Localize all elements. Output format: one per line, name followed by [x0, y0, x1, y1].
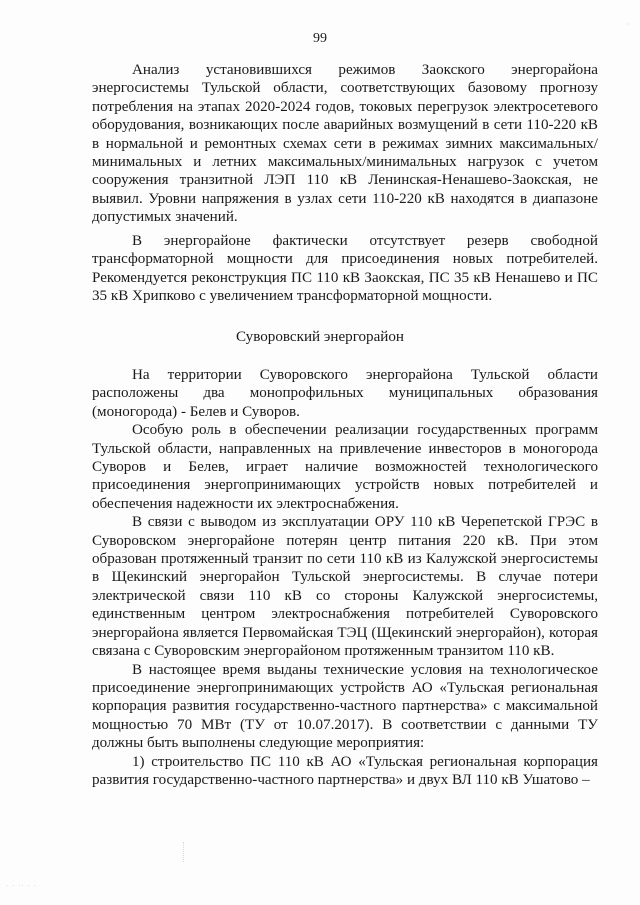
paragraph-state-programs: Особую роль в обеспечении реализации государственных программ Тульской области, направленных на привлечение инвесторов в моногорода Суворов и Белев, играет наличие возможностей технологического присоединения энергопринимающих устройств новых потребителей и обеспечения надежности их электроснабжения. [92, 422, 598, 512]
page-number: 99 [313, 31, 327, 46]
section-heading: Суворовский энергорайон [235, 329, 404, 345]
scan-artifact [183, 842, 187, 862]
suvorov-text-block [92, 366, 598, 789]
paragraph-measure-1: 1) строительство ПС 110 кВ АО «Тульская региональная корпорация развития государственно-частного партнерства» и двух ВЛ 110 кВ Ушатово – [92, 753, 598, 788]
intro-text-block [92, 61, 598, 227]
paragraph-zaoksky-reserve: В энергорайоне фактически отсутствует резерв свободной трансформаторной мощности для присоединения новых потребителей. Рекомендуется реконструкция ПС 110 кВ Заокская, ПС 35 кВ Ненашево и ПС 35 кВ Хрипково с увеличением трансформаторной мощности. [92, 233, 598, 305]
paragraph-cherepet-transit: В связи с выводом из эксплуатации ОРУ 110 кВ Черепетской ГРЭС в Суворовском энергорайоне потерян центр питания 220 кВ. При этом образован протяженный транзит по сети 110 кВ из Калужской энергосистемы в Щекинский энергорайон Тульской энергосистемы. В случае потери электрической связи 110 кВ со стороны Калужской энергосистемы, единственным центром электроснабжения потребителей Суворовского энергорайона является Первомайская ТЭЦ (Щекинский энергорайон), которая связана с Суворовским энергорайоном протяженным транзитом 110 кВ. [92, 514, 598, 660]
paragraph-zaoksky-analysis: Анализ установившихся режимов Заокского энергорайона энергосистемы Тульской области, соответствующих базовому прогнозу потребления на этапах 2020-2024 годов, токовых перегрузок электросетевого оборудования, возникающих после аварийных возмущений в сети 110-220 кВ в нормальной и ремонтных схемах сети в режимах зимних максимальных/минимальных и летних максимальных/минимальных нагрузок с учетом сооружения транзитной ЛЭП 110 кВ Ленинская-Ненашево-Заокская, не выявил. Уровни напряжения в узлах сети 110-220 кВ находятся в диапазоне допустимых значений. [92, 62, 598, 226]
scan-corner-mark: · [627, 20, 630, 29]
paragraph-technical-conditions: В настоящее время выданы технические условия на технологическое присоединение энергопринимающих устройств АО «Тульская региональная корпорация развития государственно-частного партнерства» с максимальной мощностью 70 МВт (ТУ от 10.07.2017). В соответствии с данными ТУ должны быть выполнены следующие мероприятия: [92, 661, 598, 752]
reserve-text-block [92, 232, 598, 306]
scan-noise: · · ·· · · [6, 882, 37, 890]
paragraph-monotowns: На территории Суворовского энергорайона Тульской области расположены два монопрофильных муниципальных образования (моногорода) - Белев и Суворов. [92, 367, 598, 420]
